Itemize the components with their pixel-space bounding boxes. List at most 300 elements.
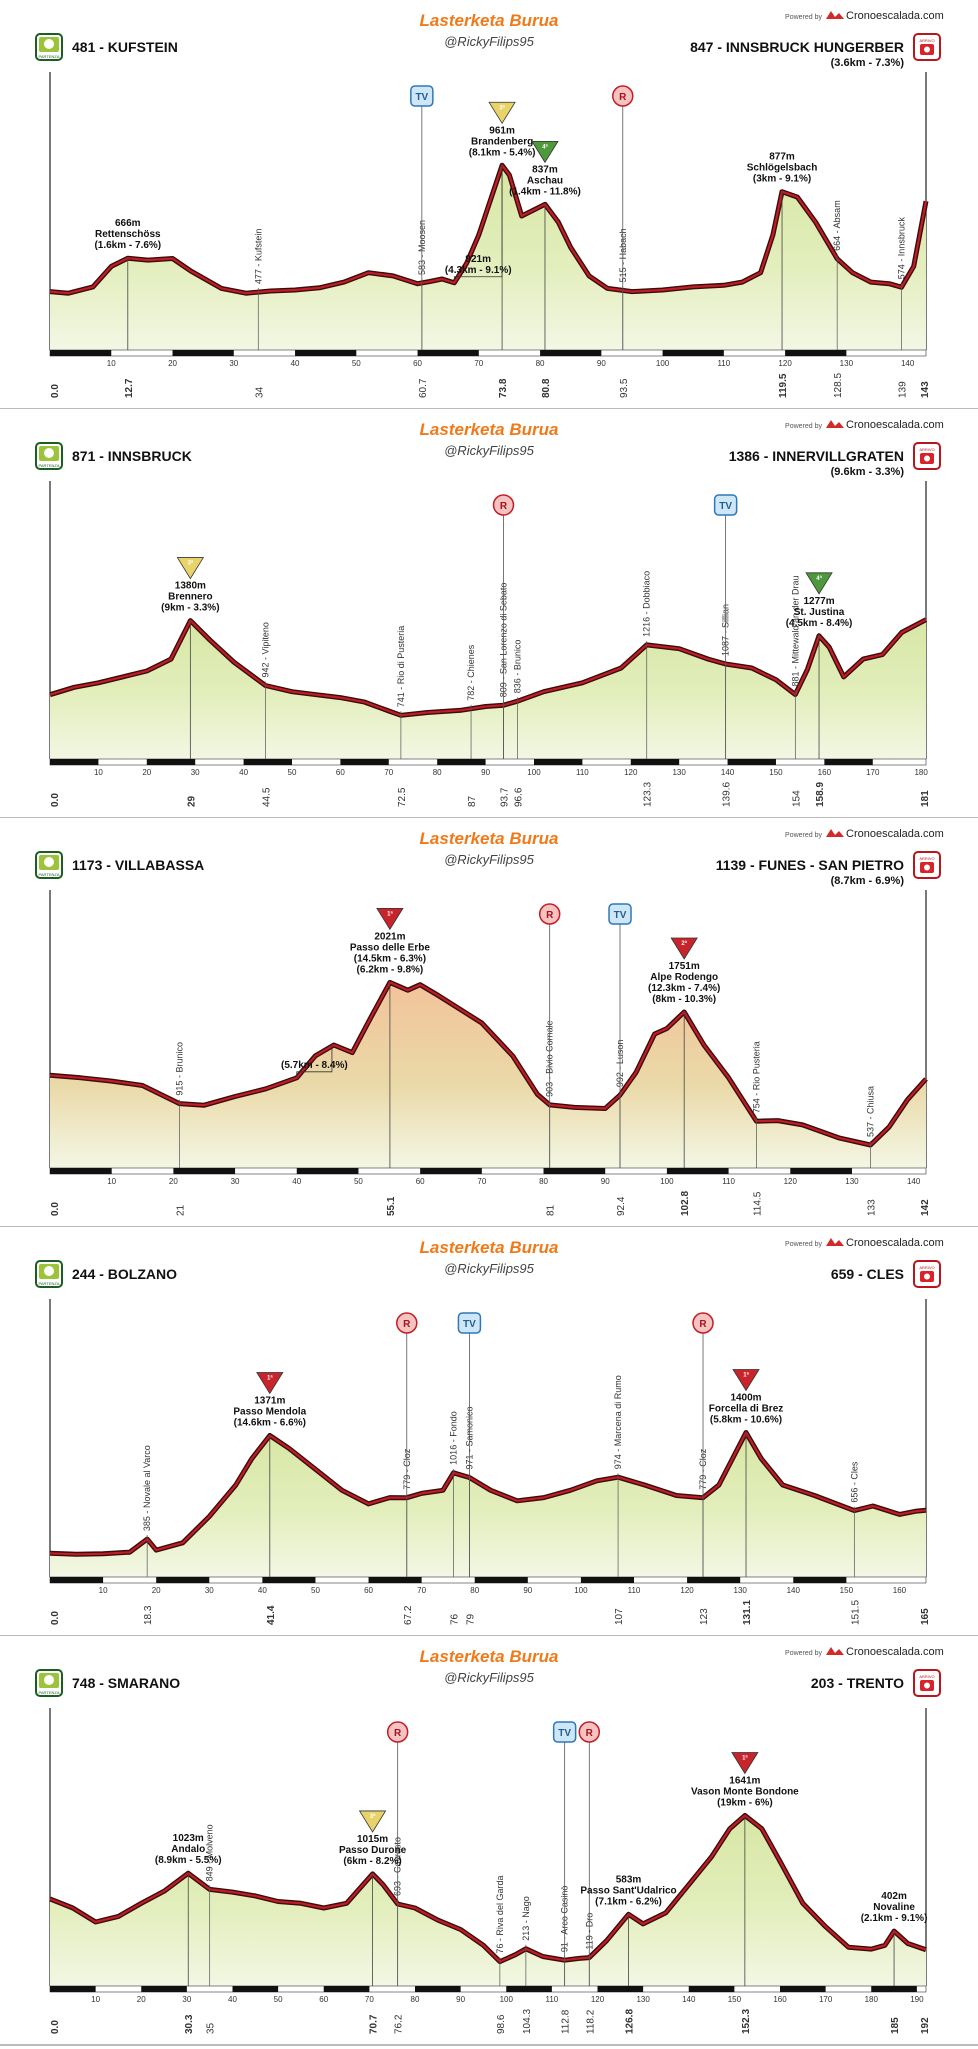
km-axis-segment — [663, 350, 724, 356]
place-label: 515 - Habach — [617, 228, 628, 283]
km-axis-tick: 130 — [845, 1177, 859, 1186]
km-axis-tick: 130 — [733, 1586, 747, 1595]
km-axis-tick: 100 — [527, 768, 541, 777]
km-axis-segment — [631, 759, 679, 765]
km-axis-tick: 40 — [239, 768, 249, 777]
km-axis-segment — [667, 1168, 729, 1174]
km-axis-segment — [50, 1168, 112, 1174]
km-axis-segment — [147, 759, 195, 765]
climb-info-text: 877m — [769, 151, 795, 163]
start-icon — [36, 443, 62, 469]
finish-icon — [914, 443, 940, 469]
site-label: Cronoescalada.com — [846, 10, 944, 22]
km-marker-label: 12.7 — [123, 378, 135, 398]
km-marker-label: 0.0 — [50, 1611, 61, 1625]
powered-by-label: Powered by — [785, 14, 822, 21]
climb-info-text: Passo Mendola — [233, 1406, 307, 1418]
finish-icon-label: ARRIVO — [919, 1674, 935, 1679]
climb-info-text: (12.3km - 7.4%) — [648, 982, 721, 994]
km-marker-label: 107 — [614, 1608, 626, 1625]
km-marker-label: 165 — [920, 1608, 931, 1625]
km-axis-segment — [437, 759, 485, 765]
km-marker-label: 154 — [791, 790, 803, 807]
climb-info-text: Passo Durone — [338, 1844, 407, 1856]
km-axis-tick: 20 — [168, 1177, 178, 1186]
km-axis-tick: 10 — [98, 1586, 108, 1595]
stage-profile-panel — [0, 818, 978, 1228]
km-axis-tick: 50 — [287, 768, 297, 777]
stage-profile-panel — [0, 1636, 978, 2046]
km-axis-segment — [50, 350, 111, 356]
finish-location: 1139 - FUNES - SAN PIETRO — [715, 857, 904, 873]
climb-info-text: 1371m — [254, 1395, 286, 1407]
km-axis-tick: 120 — [590, 1995, 605, 2004]
brand-title: Lasterketa Burua — [419, 1647, 559, 1666]
km-axis-tick: 110 — [717, 359, 731, 368]
km-marker-label: 0.0 — [50, 384, 61, 398]
km-axis-tick: 170 — [818, 1995, 833, 2004]
climb-info-text: Alpe Rodengo — [650, 971, 719, 983]
tv-marker-label: TV — [558, 1728, 572, 1739]
km-axis-tick: 120 — [783, 1177, 797, 1186]
finish-icon-dot — [924, 1683, 930, 1689]
km-axis-tick: 70 — [474, 359, 484, 368]
km-axis-tick: 60 — [319, 1995, 329, 2004]
km-marker-label: 119.5 — [778, 373, 790, 398]
km-axis-tick: 130 — [839, 359, 854, 368]
km-axis-tick: 40 — [290, 359, 300, 368]
km-axis-segment — [233, 1986, 279, 1992]
km-axis-tick: 180 — [864, 1995, 878, 2004]
finish-location: 659 - CLES — [830, 1266, 904, 1282]
km-marker-label: 128.5 — [833, 372, 845, 398]
km-axis-segment — [324, 1986, 370, 1992]
km-axis-segment — [141, 1986, 187, 1992]
start-location: 1173 - VILLABASSA — [72, 857, 205, 873]
km-marker-label: 70.7 — [368, 2014, 380, 2034]
climb-info-text: 1380m — [174, 580, 206, 592]
profile-chart — [0, 0, 978, 408]
climb-category-label: 1ª — [267, 1375, 273, 1382]
km-axis-segment — [540, 350, 601, 356]
powered-by-label: Powered by — [785, 1241, 822, 1248]
km-axis-tick: 140 — [720, 768, 735, 777]
brand-title: Lasterketa Burua — [419, 11, 559, 30]
feed-zone-marker-label: R — [619, 92, 627, 103]
km-axis-segment — [340, 759, 388, 765]
climb-info-text: (7.1km - 6.2%) — [595, 1896, 662, 1908]
km-marker-label: 29 — [186, 795, 198, 807]
km-axis-tick: 110 — [627, 1586, 641, 1595]
place-label: 119 - Dro — [584, 1912, 595, 1950]
finish-icon-label: ARRIVO — [919, 447, 935, 452]
finish-icon-dot — [924, 1274, 930, 1280]
km-axis-tick: 80 — [535, 359, 545, 368]
climb-info-text: (2.1km - 9.1%) — [860, 1913, 928, 1925]
km-axis-tick: 80 — [539, 1177, 548, 1186]
km-axis-tick: 50 — [353, 1177, 363, 1186]
km-axis-tick: 60 — [413, 359, 423, 368]
start-icon — [36, 1670, 62, 1696]
km-axis-tick: 70 — [417, 1586, 427, 1595]
km-marker-label: 139.6 — [721, 781, 733, 807]
km-axis-tick: 10 — [91, 1995, 101, 2004]
km-marker-label: 133 — [866, 1199, 878, 1216]
brand-handle: @RickyFilips95 — [444, 34, 534, 49]
feed-zone-marker-label: R — [546, 910, 554, 921]
feed-zone-marker-label: R — [394, 1728, 402, 1739]
climb-info-text: Brennero — [168, 591, 213, 603]
km-axis-tick: 60 — [335, 768, 345, 777]
km-axis-tick: 150 — [727, 1995, 742, 2004]
km-axis-tick: 80 — [470, 1586, 480, 1595]
km-axis-tick: 80 — [410, 1995, 420, 2004]
km-axis-segment — [156, 1577, 209, 1583]
tv-marker-label: TV — [415, 92, 429, 103]
cronoescalada-logo-icon — [826, 1647, 844, 1655]
brand-handle: @RickyFilips95 — [444, 1261, 534, 1276]
km-axis-tick: 50 — [351, 359, 361, 368]
km-axis-tick: 30 — [204, 1586, 214, 1595]
stage-profile-panel — [0, 0, 978, 410]
km-marker-label: 104.3 — [521, 2008, 533, 2034]
km-axis-tick: 30 — [230, 1177, 240, 1186]
climb-category-label: 3ª — [369, 1813, 376, 1820]
km-axis-segment — [262, 1577, 315, 1583]
climb-info-text: (14.5km - 6.3%) — [353, 953, 427, 965]
km-axis-tick: 10 — [106, 359, 116, 368]
start-icon — [36, 34, 62, 60]
km-marker-label: 44.5 — [261, 787, 273, 807]
km-axis-segment — [785, 350, 846, 356]
finish-climb-info: (3.6km - 7.3%) — [830, 57, 904, 69]
climb-info-text: 1015m — [356, 1833, 389, 1845]
climb-info-text: (4.5km - 8.4%) — [785, 617, 853, 629]
km-axis-tick: 30 — [190, 768, 200, 777]
km-marker-label: 93.7 — [499, 787, 511, 807]
finish-icon — [914, 1261, 940, 1287]
km-axis-tick: 140 — [900, 359, 915, 368]
brand-handle: @RickyFilips95 — [444, 1670, 534, 1685]
place-label: 915 - Brunico — [174, 1042, 185, 1096]
stage-profile-panel — [0, 409, 978, 819]
km-marker-label: 76.2 — [393, 2014, 405, 2034]
km-axis-segment — [50, 1986, 96, 1992]
place-label: 477 - Kufstein — [253, 228, 264, 285]
feed-zone-marker-label: R — [585, 1728, 593, 1739]
climb-info-text: (3km - 9.1%) — [752, 173, 812, 185]
start-location: 871 - INNSBRUCK — [72, 448, 192, 464]
km-axis-segment — [475, 1577, 528, 1583]
km-axis-tick: 140 — [906, 1177, 921, 1186]
km-axis-segment — [534, 759, 582, 765]
km-marker-label: 81 — [545, 1204, 557, 1216]
start-icon-dot — [44, 857, 54, 867]
finish-icon-label: ARRIVO — [919, 38, 935, 43]
feed-zone-marker-label: R — [499, 501, 508, 512]
km-marker-label: 0.0 — [50, 2020, 61, 2034]
place-label: 693 - Cavrasto — [392, 1836, 403, 1896]
tv-marker-label: TV — [613, 910, 627, 921]
tv-marker-label: TV — [463, 1319, 476, 1330]
km-axis-tick: 20 — [142, 768, 152, 777]
km-marker-label: 18.3 — [143, 1605, 155, 1625]
site-label: Cronoescalada.com — [846, 419, 944, 431]
place-label: 76 - Riva del Garda — [494, 1875, 505, 1954]
start-icon-dot — [44, 448, 54, 458]
km-axis-tick: 70 — [364, 1995, 374, 2004]
feed-zone-marker-label: R — [403, 1319, 411, 1330]
km-axis-tick: 90 — [456, 1995, 466, 2004]
place-label: 779 - Cloz — [401, 1448, 412, 1490]
km-axis-tick: 120 — [680, 1586, 694, 1595]
km-marker-label: 93.5 — [618, 378, 630, 398]
place-label: 664 - Absam — [832, 200, 843, 251]
finish-icon-label: ARRIVO — [919, 1265, 935, 1270]
place-label: 1016 - Fondo — [448, 1411, 459, 1465]
km-marker-label: 0.0 — [50, 793, 61, 807]
climb-info-text: (6.2km - 9.8%) — [356, 964, 424, 976]
climb-info-text: 961m — [489, 125, 515, 137]
finish-climb-info: (8.7km - 6.9%) — [830, 875, 904, 887]
km-marker-label: 123 — [699, 1608, 711, 1625]
place-label: 836 - Brunico — [512, 639, 523, 694]
km-axis-tick: 120 — [624, 768, 638, 777]
km-axis-segment — [598, 1986, 644, 1992]
climb-info-text: Brandenberg — [470, 136, 534, 148]
km-axis-tick: 130 — [636, 1995, 650, 2004]
tv-marker-label: TV — [719, 501, 733, 512]
km-axis-segment — [297, 1168, 359, 1174]
km-axis-segment — [173, 1168, 235, 1174]
km-marker-label: 73.8 — [498, 378, 510, 398]
climb-info-text: 837m — [532, 164, 558, 176]
km-marker-label: 143 — [920, 381, 931, 398]
km-marker-label: 21 — [175, 1204, 187, 1216]
climb-info-text: Aschau — [526, 175, 564, 187]
km-marker-label: 92.4 — [616, 1196, 628, 1216]
km-marker-label: 0.0 — [50, 1202, 61, 1216]
start-icon-label: PARTENZA — [38, 54, 60, 59]
start-icon-label: PARTENZA — [38, 463, 60, 468]
km-axis-tick: 100 — [574, 1586, 588, 1595]
km-axis-tick: 160 — [817, 768, 832, 777]
climb-info-text: 1277m — [803, 595, 835, 607]
km-axis-tick: 30 — [229, 359, 239, 368]
climb-info-text: (8km - 10.3%) — [652, 993, 717, 1005]
cronoescalada-logo-icon — [826, 829, 844, 837]
km-axis-segment — [687, 1577, 740, 1583]
km-axis-segment — [581, 1577, 634, 1583]
km-axis-segment — [418, 350, 479, 356]
km-axis-segment — [50, 759, 98, 765]
km-axis-segment — [689, 1986, 735, 1992]
climb-info-text: (6km - 8.2%) — [343, 1855, 402, 1867]
powered-by-label: Powered by — [785, 423, 822, 430]
km-axis-tick: 20 — [136, 1995, 146, 2004]
km-axis-tick: 110 — [575, 768, 589, 777]
profile-area — [50, 1433, 926, 1578]
km-marker-label: 131.1 — [742, 1599, 754, 1625]
profile-chart — [0, 1636, 978, 2044]
km-axis-tick: 70 — [477, 1177, 487, 1186]
climb-info-text: 921m — [465, 253, 491, 265]
site-label: Cronoescalada.com — [846, 1237, 944, 1249]
km-marker-label: 114.5 — [752, 1191, 764, 1216]
climb-info-text: Schlögelsbach — [746, 162, 818, 174]
km-axis-tick: 90 — [596, 359, 606, 368]
km-axis-segment — [793, 1577, 846, 1583]
km-marker-label: 126.8 — [624, 2008, 636, 2034]
start-location: 244 - BOLZANO — [72, 1266, 178, 1282]
km-axis-segment — [871, 1986, 917, 1992]
km-axis-tick: 110 — [722, 1177, 735, 1186]
climb-info-text: Rettenschöss — [95, 229, 161, 241]
profile-chart — [0, 409, 978, 817]
km-axis-tick: 30 — [182, 1995, 192, 2004]
place-label: 656 - Cles — [849, 1461, 860, 1503]
km-marker-label: 96.6 — [513, 787, 525, 807]
km-marker-label: 142 — [920, 1199, 931, 1216]
km-axis-tick: 10 — [93, 768, 103, 777]
climb-category-label: 4ª — [542, 144, 548, 151]
climb-info-text: (14.6km - 6.6%) — [233, 1417, 306, 1429]
place-label: 91 - Arco Casinò — [559, 1885, 570, 1953]
km-axis-segment — [506, 1986, 552, 1992]
km-marker-label: 72.5 — [396, 787, 408, 807]
km-axis-tick: 60 — [364, 1586, 373, 1595]
place-label: 849 - Molveno — [204, 1824, 215, 1882]
finish-location: 203 - TRENTO — [810, 1675, 904, 1691]
climb-info-text: (5.7km - 8.4%) — [280, 1059, 348, 1071]
place-label: 809 - San Lorenzo di Sebato — [498, 582, 509, 698]
km-marker-label: 102.8 — [680, 1190, 692, 1216]
km-axis-tick: 40 — [292, 1177, 302, 1186]
powered-by-label: Powered by — [785, 1650, 822, 1657]
start-icon-label: PARTENZA — [38, 872, 60, 877]
km-axis-tick: 100 — [660, 1177, 674, 1186]
km-axis-segment — [780, 1986, 826, 1992]
km-axis-segment — [295, 350, 356, 356]
cronoescalada-logo-icon — [826, 420, 844, 428]
km-axis-tick: 80 — [432, 768, 442, 777]
place-label: 1087 - Sillian — [720, 603, 731, 656]
climb-info-text: Vason Monte Bondone — [690, 1786, 799, 1798]
brand-handle: @RickyFilips95 — [444, 443, 534, 458]
climb-info-text: 1400m — [730, 1392, 762, 1404]
place-label: 583 - Moosen — [416, 219, 427, 275]
km-marker-label: 185 — [890, 2017, 902, 2034]
km-axis-segment — [790, 1168, 852, 1174]
climb-info-text: Novaline — [873, 1902, 915, 1914]
place-label: 213 - Nago — [520, 1896, 531, 1941]
km-axis-tick: 90 — [600, 1177, 610, 1186]
km-axis-tick: 50 — [273, 1995, 283, 2004]
place-label: 574 - Innsbruck — [896, 217, 907, 280]
km-axis-tick: 130 — [672, 768, 686, 777]
km-marker-label: 80.8 — [540, 378, 552, 398]
climb-category-label: 3ª — [187, 560, 194, 567]
km-marker-label: 192 — [920, 2017, 931, 2034]
km-axis-segment — [369, 1577, 422, 1583]
place-label: 741 - Rio di Pusteria — [395, 625, 406, 708]
km-axis-tick: 20 — [151, 1586, 161, 1595]
km-marker-label: 55.1 — [385, 1196, 397, 1216]
km-axis-tick: 150 — [839, 1586, 854, 1595]
powered-by-label: Powered by — [785, 832, 822, 839]
km-marker-label: 181 — [920, 790, 931, 807]
brand-title: Lasterketa Burua — [419, 829, 559, 848]
profile-chart — [0, 818, 978, 1226]
climb-info-text: Andalo — [171, 1844, 206, 1856]
climb-category-label: 1ª — [743, 1372, 749, 1379]
place-label: 754 - Rio Pusteria — [751, 1041, 762, 1114]
site-label: Cronoescalada.com — [846, 1646, 944, 1658]
km-axis-tick: 170 — [866, 768, 880, 777]
start-icon — [36, 1261, 62, 1287]
km-marker-label: 35 — [205, 2022, 217, 2034]
climb-info-text: St. Justina — [793, 606, 845, 618]
climb-info-text: 2021m — [374, 931, 406, 943]
climb-info-text: (19km - 6%) — [717, 1797, 773, 1809]
km-axis-tick: 180 — [914, 768, 928, 777]
place-label: 971 - Samonico — [464, 1406, 475, 1470]
finish-icon-dot — [924, 456, 930, 462]
brand-title: Lasterketa Burua — [419, 1238, 559, 1257]
start-icon-label: PARTENZA — [38, 1281, 60, 1286]
km-marker-label: 79 — [465, 1613, 477, 1625]
km-axis-tick: 160 — [892, 1586, 907, 1595]
km-axis-segment — [173, 350, 234, 356]
km-marker-label: 30.3 — [184, 2014, 196, 2034]
km-axis-tick: 40 — [228, 1995, 237, 2004]
place-label: 537 - Chiusa — [865, 1085, 876, 1137]
km-axis-segment — [50, 1577, 103, 1583]
cronoescalada-logo-icon — [826, 11, 844, 19]
climb-info-text: 583m — [615, 1874, 642, 1886]
km-marker-label: 139 — [897, 381, 909, 398]
km-marker-label: 87 — [467, 795, 479, 807]
km-axis-tick: 60 — [415, 1177, 425, 1186]
climb-category-label: 1ª — [742, 1755, 748, 1762]
km-marker-label: 60.7 — [417, 378, 429, 398]
km-axis-tick: 110 — [545, 1995, 559, 2004]
km-marker-label: 118.2 — [585, 2009, 597, 2034]
finish-location: 847 - INNSBRUCK HUNGERBER — [690, 39, 904, 55]
km-axis-tick: 10 — [107, 1177, 117, 1186]
climb-info-text: (5.8km - 10.6%) — [709, 1414, 783, 1426]
climb-info-text: Passo Sant'Udalrico — [580, 1885, 677, 1897]
place-label: 779 - Cloz — [698, 1448, 709, 1490]
start-icon-label: PARTENZA — [38, 1690, 60, 1695]
km-axis-tick: 160 — [773, 1995, 787, 2004]
start-location: 481 - KUFSTEIN — [72, 39, 178, 55]
km-axis-tick: 120 — [778, 359, 792, 368]
climb-info-text: 1023m — [172, 1833, 204, 1845]
km-axis-tick: 20 — [168, 359, 177, 368]
climb-info-text: (1.4km - 11.8%) — [509, 186, 581, 198]
place-label: 782 - Chienes — [466, 644, 477, 701]
finish-climb-info: (9.6km - 3.3%) — [830, 466, 904, 478]
brand-handle: @RickyFilips95 — [444, 852, 534, 867]
km-marker-label: 151.5 — [850, 1599, 862, 1625]
brand-title: Lasterketa Burua — [419, 420, 559, 439]
climb-category-label: 3ª — [499, 105, 505, 112]
km-axis-tick: 140 — [786, 1586, 800, 1595]
start-icon — [36, 852, 62, 878]
km-marker-label: 123.3 — [642, 781, 654, 807]
stage-profile-panel — [0, 1227, 978, 1637]
